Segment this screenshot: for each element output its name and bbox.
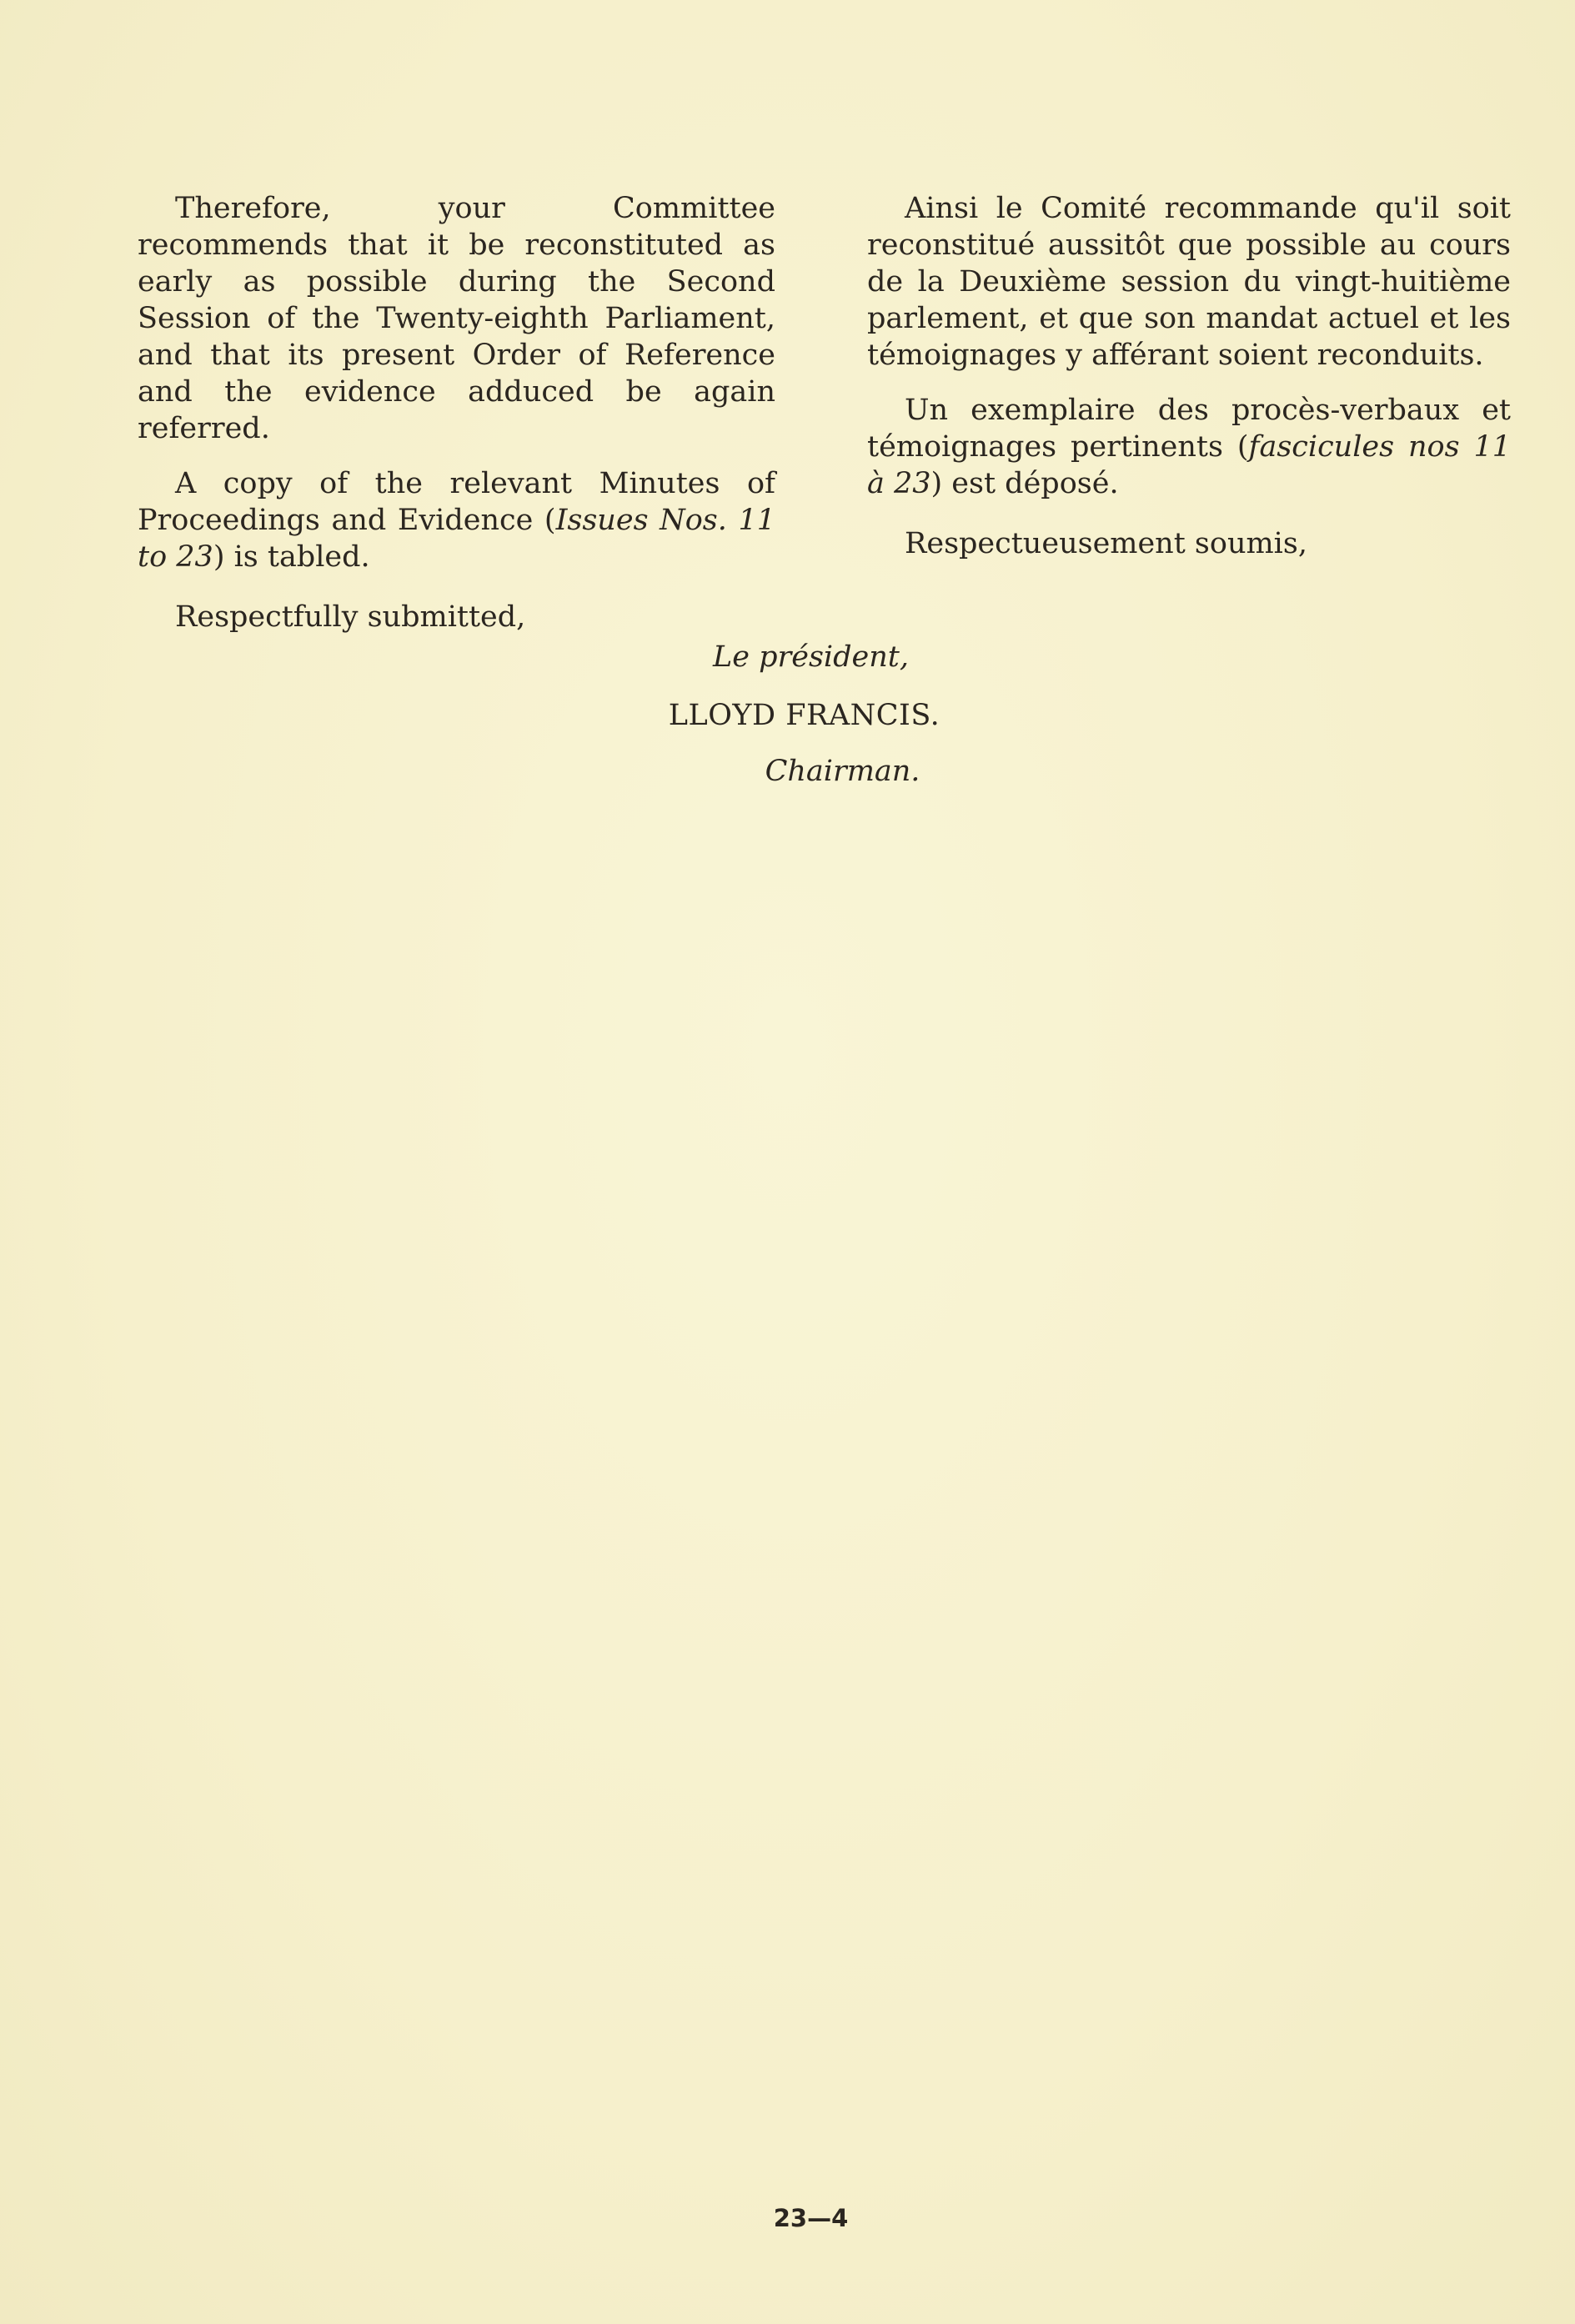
english-tabled-text-end: ) is tabled. bbox=[213, 540, 370, 574]
english-recommendation-paragraph: Therefore, your Committee recommends that it be reconstituted as early as possible during the Second Session of the Twenty-eighth Parliament, and that its present Order of Reference and the evidence adduced be again referred. bbox=[138, 192, 775, 445]
signature-name: LLOYD FRANCIS. bbox=[668, 699, 940, 732]
french-column bbox=[867, 190, 1511, 591]
signature-title-french: Le président, bbox=[713, 640, 909, 674]
french-tabled-text-end: ) est déposé. bbox=[930, 467, 1119, 500]
english-column bbox=[138, 190, 775, 665]
page-number: 23—4 bbox=[773, 2204, 849, 2232]
english-signoff: Respectfully submitted, bbox=[175, 600, 526, 634]
french-recommendation-paragraph: Ainsi le Comité recommande qu'il soit reconstitué aussitôt que possible au cours de la Deuxième session du vingt-huitième parlement, et que son mandat actuel et les témoignages y afférant soient reconduits. bbox=[867, 192, 1511, 372]
french-signoff: Respectueusement soumis, bbox=[905, 527, 1307, 560]
signature-title-english: Chairman. bbox=[765, 755, 920, 788]
french-tabled-paragraph bbox=[867, 392, 1511, 502]
french-tabled-text-start: Un exemplaire des procès-verbaux et témoignages pertinents ( bbox=[867, 394, 1511, 464]
french-issues-reference: fascicules nos 11 à 23 bbox=[867, 430, 1511, 500]
english-issues-reference: Issues Nos. 11 to 23 bbox=[138, 504, 775, 574]
english-tabled-text-start: A copy of the relevant Minutes of Proceedings and Evidence ( bbox=[138, 467, 775, 537]
english-tabled-paragraph bbox=[138, 465, 775, 575]
